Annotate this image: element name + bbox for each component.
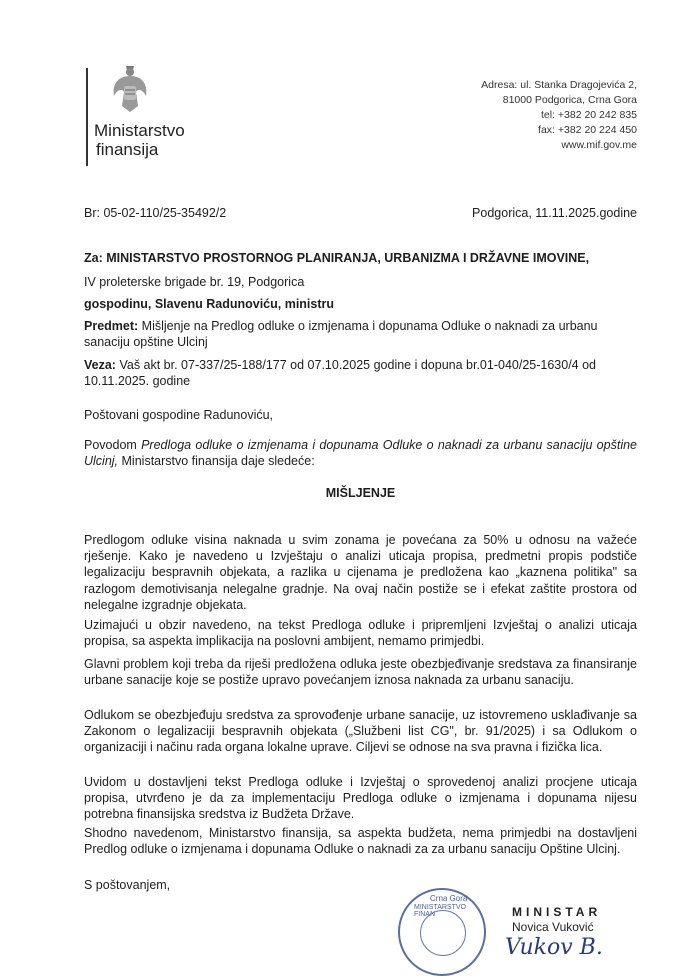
- address-city: 81000 Podgorica, Crna Gora: [502, 94, 637, 106]
- paragraph-4: Odlukom se obezbjeđuju sredstva za sprovođenje urbane sanacije, uz istovremeno usklađivanje sa Zakonom o legalizaciji bespravnih objekata („Službeni list CG", br. 91/2025) i sa Odlukom o organizaciji i načinu rada organa lokalne uprave. Ciljevi se odnose na sva pravna i fizička lica.: [84, 708, 637, 755]
- intro-prefix: Povodom: [84, 438, 142, 452]
- recipient-name: MINISTARSTVO PROSTORNOG PLANIRANJA, URBANIZMA I DRŽAVNE IMOVINE,: [106, 251, 590, 265]
- paragraph-3: Glavni problem koji treba da riješi predložena odluka jeste obezbjeđivanje sredstava za finansiranje urbane sanacije koje se postiže upravo povećanjem iznosa naknada za urbanu sanaciju.: [84, 657, 637, 688]
- recipient-attention: gospodinu, Slavenu Radunoviću, ministru: [84, 297, 335, 311]
- document-date: Podgorica, 11.11.2025.godine: [472, 206, 637, 220]
- official-stamp: [398, 888, 486, 976]
- paragraph-2: Uzimajući u obzir navedeno, na tekst Predloga odluke i pripremljeni Izvještaj o analizi uticaja propisa, sa aspekta implikacija na poslovni ambijent, nemamo primjedbi.: [84, 618, 637, 649]
- intro-suffix: Ministarstvo finansija daje sledeće:: [118, 454, 315, 469]
- recipient-address: IV proleterske brigade br. 19, Podgorica: [84, 275, 305, 289]
- recipient-line: [84, 250, 637, 266]
- handwritten-signature: Vukov B.: [505, 935, 603, 960]
- address-tel: tel: +382 20 242 835: [540, 109, 637, 121]
- paragraph-1: Predlogom odluke visina naknada u svim zonama je povećana za 50% u odnosu na važeće rješenje. Kako je navedeno u Izvještaju o analizi uticaja propisa, predmetni propis podstiče legalizaciju bespravnih objekata, a razlika u cijenama je predložena kao „kaznena politika" sa razlogom demotivisanja nelegalne gradnje. Na ovaj način postiže se i efekat zaštite prostora od nelegalne izgradnje objekata.: [84, 533, 637, 612]
- link-block: [84, 357, 637, 389]
- salutation: Poštovani gospodine Radunoviću,: [84, 408, 274, 422]
- recipient-label: Za:: [84, 251, 103, 265]
- org-line-1: Ministarstvo: [94, 121, 185, 140]
- section-heading: MIŠLJENJE: [325, 486, 396, 500]
- org-line-2: finansija: [96, 140, 159, 159]
- address-fax: fax: +382 20 224 450: [538, 124, 637, 136]
- stamp-text-top: Crna Gora: [430, 894, 468, 903]
- intro-paragraph: [84, 437, 637, 469]
- stamp-text-ring: MINISTARSTVO FINAN: [414, 904, 466, 918]
- signatory-name: Novica Vuković: [512, 920, 594, 934]
- stamp-crest-icon: [420, 910, 466, 956]
- link-text: Vaš akt br. 07-337/25-188/177 od 07.10.2025 godine i dopuna br.01-040/25-1630/4 od 10.11.2025. godine: [84, 358, 596, 389]
- paragraph-5: Uvidom u dostavljeni tekst Predloga odluke i Izvještaj o sprovedenoj analizi procjene uticaja propisa, utvrđeno je da za implementaciju Predloga odluke o izmjenama i dopunama nijesu potrebna finansijska sredstva iz Budžeta Države.: [84, 775, 637, 822]
- header-divider-line: [86, 68, 88, 166]
- coat-of-arms-icon: [108, 62, 152, 116]
- subject-text: Mišljenje na Predlog odluke o izmjenama i dopunama Odluke o naknadi za urbanu sanaciju opštine Ulcinj: [84, 319, 598, 350]
- intro-italic: Predloga odluke o izmjenama i dopunama Odluke o naknadi za urbanu sanaciju opštine Ulcinj,: [84, 438, 637, 469]
- subject-label: Predmet:: [84, 319, 139, 333]
- organization-name: [94, 121, 185, 159]
- link-label: Veza:: [84, 358, 116, 372]
- address-website[interactable]: www.mif.gov.me: [561, 139, 637, 151]
- subject-block: [84, 318, 637, 350]
- address-street: Adresa: ul. Stanka Dragojevića 2,: [481, 79, 637, 91]
- reference-number: Br: 05-02-110/25-35492/2: [84, 206, 227, 220]
- contact-address-block: [481, 78, 637, 153]
- signatory-title: MINISTAR: [512, 905, 602, 919]
- closing: S poštovanjem,: [84, 878, 171, 892]
- paragraph-6: Shodno navedenom, Ministarstvo finansija, sa aspekta budžeta, nema primjedbi na dostavljeni Predlog odluke o izmjenama i dopunama Odluke o naknadi za za urbanu sanaciju Opštine Ulcinj.: [84, 826, 637, 857]
